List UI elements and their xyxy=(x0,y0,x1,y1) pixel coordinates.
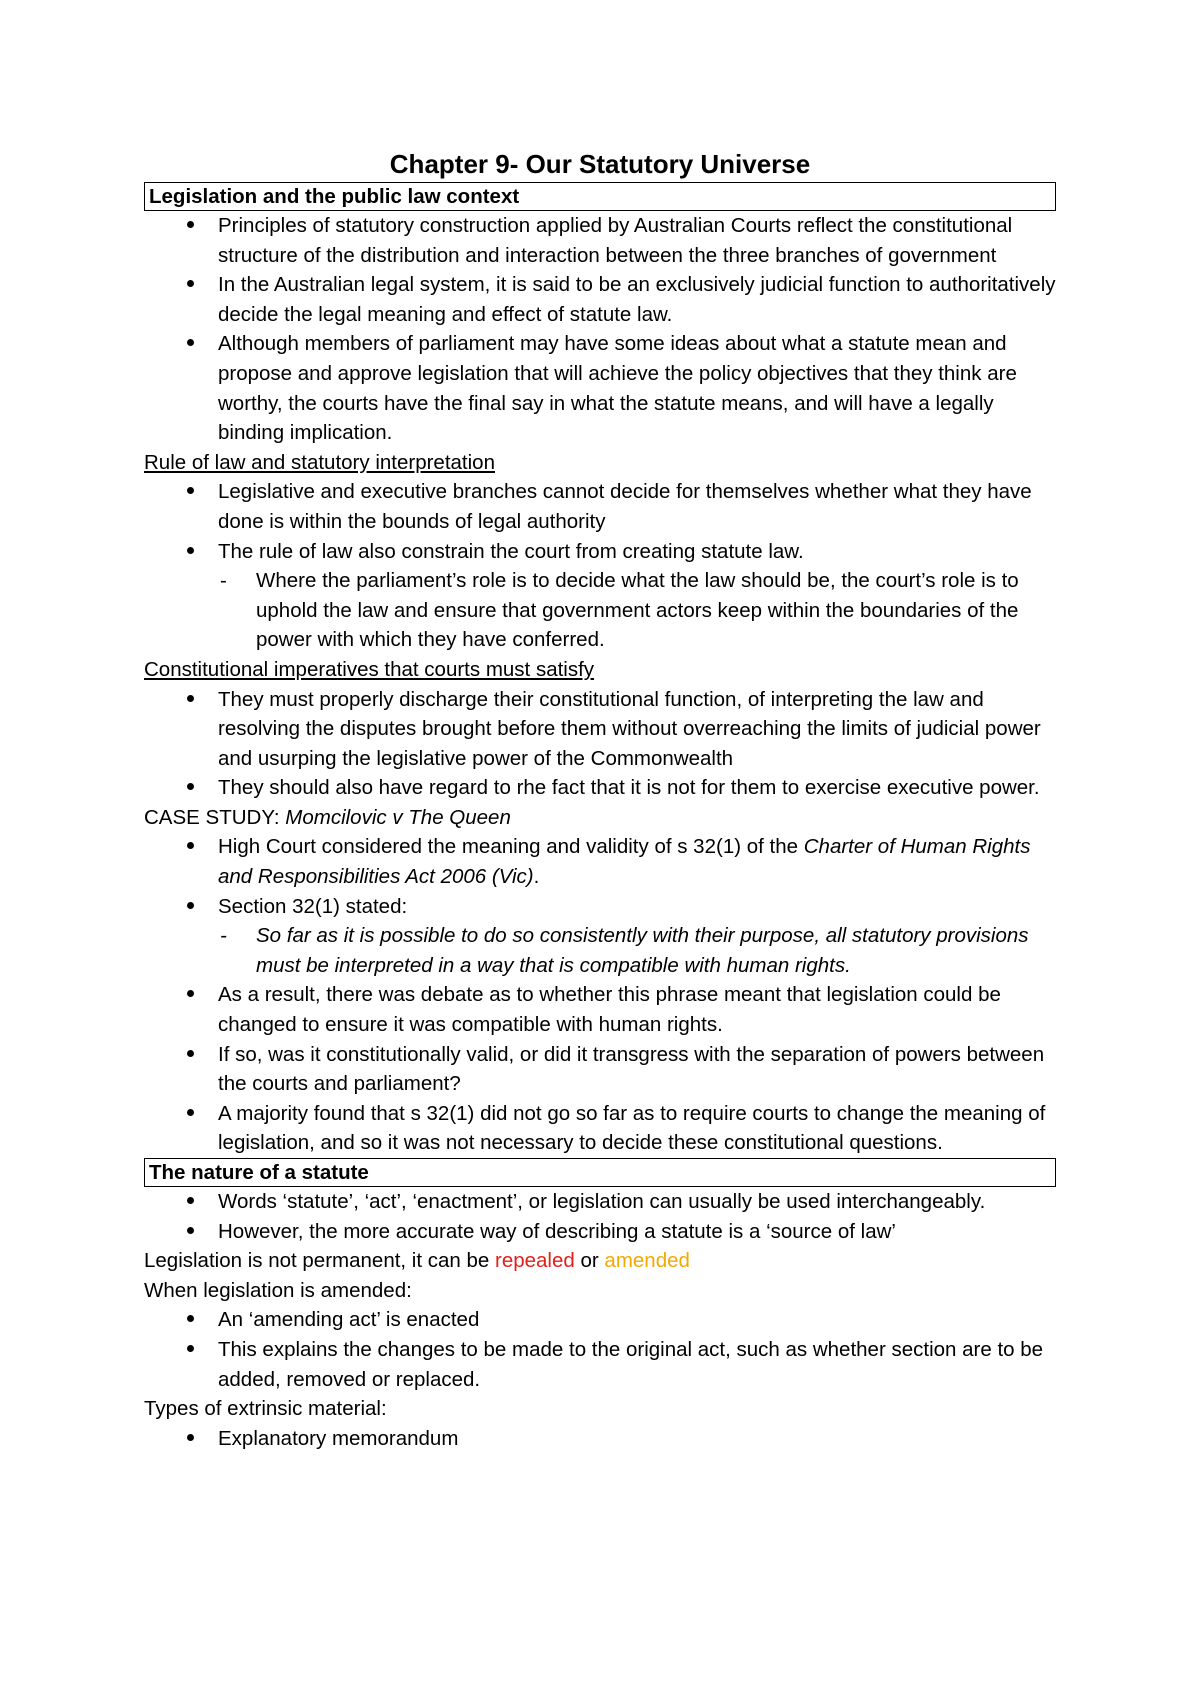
list-item: Explanatory memorandum xyxy=(144,1424,1056,1454)
sub-list-item: - Where the parliament’s role is to decide what the law should be, the court’s role is to uphold the law and ensure that government actors keep within the boundaries of the power with which they have conferred. xyxy=(218,566,1056,655)
rule-of-law-list xyxy=(144,477,1056,655)
section-heading-nature: The nature of a statute xyxy=(144,1158,1056,1187)
text-segment: Legislation is not permanent, it can be xyxy=(144,1249,495,1273)
list-item: Words ‘statute’, ‘act’, ‘enactment’, or legislation can usually be used interchangeably. xyxy=(144,1187,1056,1217)
section-heading-public-law: Legislation and the public law context xyxy=(144,182,1056,211)
amended-word: amended xyxy=(604,1249,690,1273)
list-item: As a result, there was debate as to whether this phrase meant that legislation could be changed to ensure it was compatible with human rights. xyxy=(144,980,1056,1039)
case-study-line xyxy=(144,803,1056,833)
list-item: Although members of parliament may have some ideas about what a statute mean and propose and approve legislation that will achieve the policy objectives that they think are worthy, the courts have the final say in what the statute means, and will have a legally binding implication. xyxy=(144,329,1056,447)
list-item: An ‘amending act’ is enacted xyxy=(144,1305,1056,1335)
case-study-list xyxy=(144,832,1056,1158)
public-law-list xyxy=(144,211,1056,448)
extrinsic-intro: Types of extrinsic material: xyxy=(144,1397,387,1421)
sub-list-item: - So far as it is possible to do so consistently with their purpose, all statutory provisions must be interpreted in a way that is compatible with human rights. xyxy=(218,921,1056,980)
permanence-line xyxy=(144,1246,1056,1276)
page-title: Chapter 9- Our Statutory Universe xyxy=(389,149,811,179)
case-study-name: Momcilovic v The Queen xyxy=(285,805,511,829)
section-heading-constitutional: Constitutional imperatives that courts must satisfy xyxy=(144,657,595,681)
constitutional-list xyxy=(144,685,1056,803)
extrinsic-list xyxy=(144,1424,1056,1454)
amended-intro: When legislation is amended: xyxy=(144,1278,412,1302)
list-item xyxy=(144,537,1056,655)
list-item: This explains the changes to be made to the original act, such as whether section are to be added, removed or replaced. xyxy=(144,1335,1056,1394)
charter-title: Charter of Human Rights and Responsibilities Act 2006 (Vic) xyxy=(218,835,1031,889)
list-item: They should also have regard to rhe fact that it is not for them to exercise executive power. xyxy=(144,773,1056,803)
text-segment: or xyxy=(574,1249,605,1273)
list-item: However, the more accurate way of describing a statute is a ‘source of law’ xyxy=(144,1217,1056,1247)
list-item: Principles of statutory construction applied by Australian Courts reflect the constitutional structure of the distribution and interaction between the three branches of government xyxy=(144,211,1056,270)
list-item: In the Australian legal system, it is said to be an exclusively judicial function to authoritatively decide the legal meaning and effect of statute law. xyxy=(144,270,1056,329)
document-content xyxy=(144,146,1056,1453)
list-item: A majority found that s 32(1) did not go so far as to require courts to change the meaning of legislation, and so it was not necessary to decide these constitutional questions. xyxy=(144,1099,1056,1158)
list-item-text: Section 32(1) stated: xyxy=(218,894,408,918)
repealed-word: repealed xyxy=(495,1249,575,1273)
amended-list xyxy=(144,1305,1056,1394)
text-segment: High Court considered the meaning and validity of s 32(1) of the xyxy=(218,835,804,859)
list-item-text: The rule of law also constrain the court from creating statute law. xyxy=(218,539,804,563)
list-item: Legislative and executive branches cannot decide for themselves whether what they have done is within the bounds of legal authority xyxy=(144,477,1056,536)
nature-list xyxy=(144,1187,1056,1246)
text-segment: . xyxy=(533,865,540,889)
list-item: If so, was it constitutionally valid, or did it transgress with the separation of powers between the courts and parliament? xyxy=(144,1040,1056,1099)
sub-list xyxy=(218,921,1056,980)
sub-list xyxy=(218,566,1056,655)
list-item xyxy=(144,832,1056,891)
case-study-label: CASE STUDY: xyxy=(144,805,286,829)
section-heading-rule-of-law: Rule of law and statutory interpretation xyxy=(144,450,495,474)
list-item xyxy=(144,892,1056,981)
list-item: They must properly discharge their constitutional function, of interpreting the law and resolving the disputes brought before them without overreaching the limits of judicial power and usurping the legislative power of the Commonwealth xyxy=(144,685,1056,774)
